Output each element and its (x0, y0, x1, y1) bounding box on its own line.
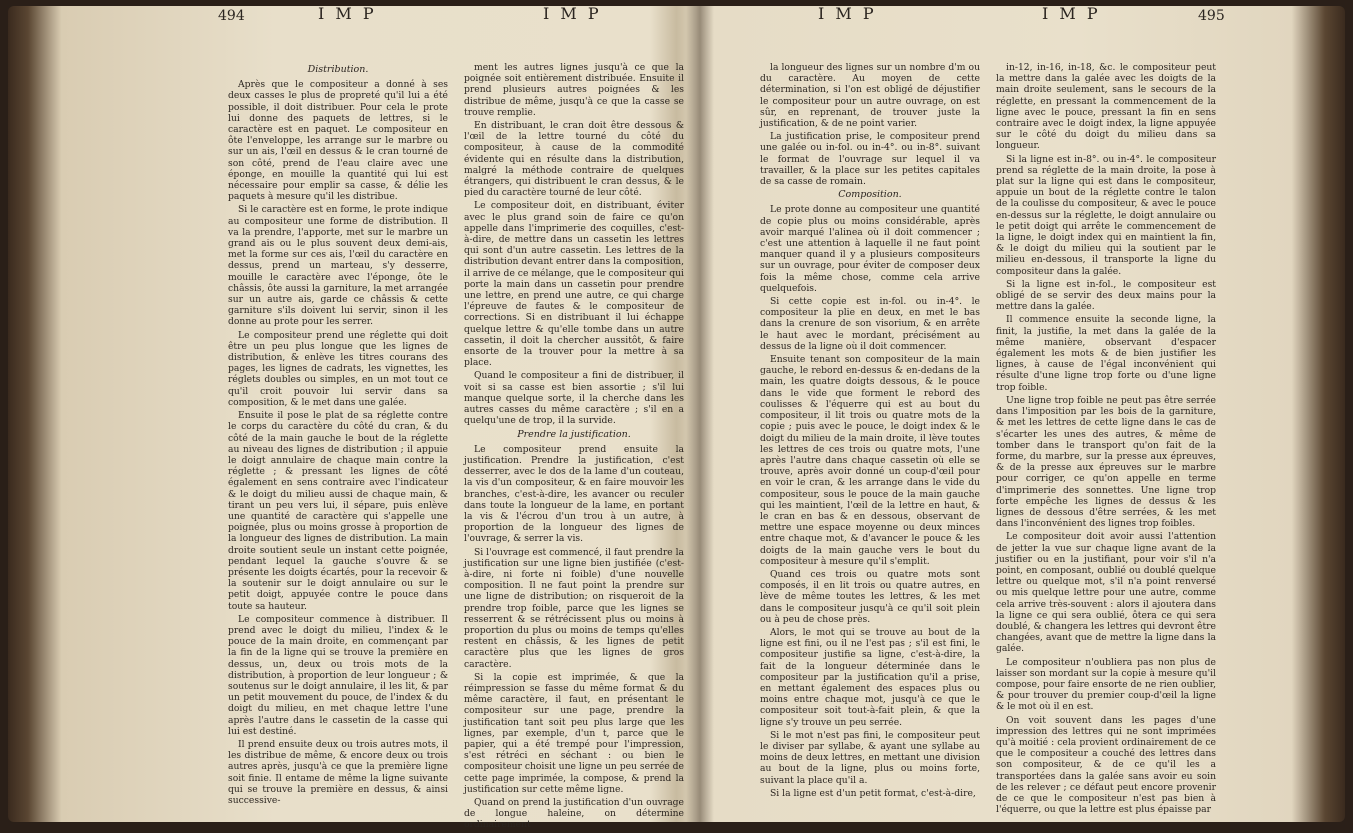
paragraph: Ensuite tenant son compositeur de la main gauche, le rebord en-dessus & en-dedans de la main, les quatre doigts dessous, & le pouce dans le vide que forment le rebord des coulisses & l'équerre qui est au bout du compositeur, il lit trois ou quatre mots de la copie ; puis avec le pouce, le doigt index & le doigt du milieu de la main droite, il lève toutes les lettres de ces trois ou quatre mots, l'une après l'autre dans chaque cassetin où elle se trouve, après avoir donné un coup-d'œil pour en voir le cran, & les arrange dans le vide du compositeur, sous le pouce de la main gauche qui les maintient, l'œil de la lettre en haut, & le cran en bas & en dessous, observant de mettre une espace moyenne ou deux minces entre chaque mot, & d'avancer le pouce & les doigts de la main gauche vers le bout du compositeur à mesure qu'il s'emplit. (760, 354, 980, 567)
paragraph: la longueur des lignes sur un nombre d'm ou du caractère. Au moyen de cette détermination, si l'on est obligé de déjustifier le compositeur pour un autre ouvrage, on est sûr, en reprenant, de trouver juste la justification, & de ne point varier. (760, 62, 980, 130)
section-heading-justification: Prendre la justification. (517, 428, 631, 440)
right-column-1 (760, 62, 980, 801)
paragraph: Alors, le mot qui se trouve au bout de la ligne est fini, ou il ne l'est pas ; s'il est fini, le compositeur justifie sa ligne, c'est-à-dire, la fait de la longueur déterminée dans le compositeur par la justification qu'il a prise, en mettant également des espaces plus ou moins entre chaque mot, jusqu'à ce que le compositeur soit tout-à-fait plein, & que la ligne s'y trouve un peu serrée. (760, 626, 980, 728)
left-column-1 (228, 62, 448, 808)
paragraph: Le compositeur doit, en distribuant, éviter avec le plus grand soin de faire ce qu'on appelle dans l'imprimerie des coquilles, c'est-à-dire, de mettre dans un cassetin les lettres qui sont d'un autre cassetin. Les lettres de la distribution devant entrer dans la composition, il arrive de ce mélange, que le compositeur qui porte la main dans un cassetin pour prendre une lettre, en prend une autre, ce qui charge l'épreuve de fautes & le compositeur de corrections. Si en distribuant il lui échappe quelque lettre & qu'elle tombe dans un autre cassetin, il doit la chercher aussitôt, & faire ensorte de la trouver pour la mettre à sa place. (464, 200, 684, 369)
left-page-number: 494 (218, 8, 245, 24)
paragraph: ment les autres lignes jusqu'à ce que la poignée soit entièrement distribuée. Ensuite il prend plusieurs autres poignées & les distribue de même, jusqu'à ce que la casse se trouve remplie. (464, 62, 684, 118)
paragraph: Le compositeur commence à distribuer. Il prend avec le doigt du milieu, l'index & le pouce de la main droite, en commençant par la fin de la ligne qui se trouve la première en dessus, un, deux ou trois mots de la distribution, à proportion de leur longueur ; & soutenus sur le doigt annulaire, il les lit, & par un petit mouvement du pouce, de l'index & du doigt du milieu, en met chaque lettre l'une après l'autre dans le cassetin de la casse qui lui est destiné. (228, 613, 448, 737)
paragraph: Si la copie est imprimée, & que la réimpression se fasse du même format & du même caractère, il faut, en présentant le compositeur sur une page, prendre la justification tant soit peu plus large que les lignes, par exemple, d'un t, parce que le papier, qui a été trempé pour l'impression, s'est rétréci en séchant : ou bien le compositeur choisit une ligne un peu serrée de cette page imprimée, la compose, & prend la justification sur cette même ligne. (464, 671, 684, 795)
paragraph: Ensuite il pose le plat de sa réglette contre le corps du caractère du côté du cran, & du côté de la main gauche le bout de la réglette au niveau des lignes de distribution ; il appuie le doigt annulaire de chaque main contre la réglette ; & pressant les lignes de côté également en sens contraire avec l'indicateur & le doigt du milieu aussi de chaque main, & tirant un peu vers lui, il sépare, puis enlève une quantité de caractère qui s'appelle une poignée, plus ou moins grosse à proportion de la longueur des lignes de distribution. La main droite soutient seule un instant cette poignée, pendant lequel la gauche s'ouvre & se présente les doigts écartés, pour la recevoir & la soutenir sur le doigt annulaire ou sur le petit doigt, appuyée contre le pouce dans toute sa hauteur. (228, 410, 448, 612)
paragraph: Il commence ensuite la seconde ligne, la finit, la justifie, la met dans la galée de la même manière, observant d'espacer également les mots & de bien justifier les lignes, à cause de l'égal inconvénient qui résulte d'une ligne trop forte ou d'une ligne trop foible. (996, 314, 1216, 393)
paragraph: Le compositeur doit avoir aussi l'attention de jetter la vue sur chaque ligne avant de la justifier ou en la justifiant, pour voir s'il n'a point, en composant, oublié ou doublé quelque lettre ou quelque mot, s'il n'a point renversé ou mis quelque lettre pour une autre, comme cela arrive très-souvent : alors il ajoutera dans la ligne ce qui sera oublié, ôtera ce qui sera doublé, & changera les lettres qui devront être changées, avant que de mettre la ligne dans la galée. (996, 531, 1216, 655)
paragraph: On voit souvent dans les pages d'une impression des lettres qui ne sont imprimées qu'à moitié : cela provient ordinairement de ce que le compositeur a couché des lettres dans son compositeur, & de ce qu'il les a transportées dans la galée sans avoir eu soin de les relever ; ce défaut peut encore provenir de ce que le compositeur n'est pas bien à l'équerre, ou que la lettre est plus épaisse par (996, 714, 1216, 816)
paragraph: Le prote donne au compositeur une quantité de copie plus ou moins considérable, après avoir marqué l'alinea où il doit commencer ; c'est une attention à laquelle il ne faut point manquer quand il y a plusieurs compositeurs sur un ouvrage, pour éviter de composer deux fois la même chose, comme cela arrive quelquefois. (760, 204, 980, 294)
paragraph: Quand on prend la justification d'un ouvrage de longue haleine, on détermine ordinairement (464, 797, 684, 831)
right-page-number: 495 (1198, 8, 1225, 24)
paragraph: Quand ces trois ou quatre mots sont composés, il en lit trois ou quatre autres, en lève de même toutes les lettres, & les met dans le compositeur jusqu'à ce qu'il soit plein ou à peu de chose près. (760, 568, 980, 625)
paragraph: Si l'ouvrage est commencé, il faut prendre la justification sur une ligne bien justifiée (c'est-à-dire, ni forte ni foible) d'une nouvelle composition. Il ne faut point la prendre sur une ligne de distribution; on risqueroit de la prendre trop foible, parce que les lignes se resserrent & se rétrécissent plus ou moins à proportion du plus ou moins de temps qu'elles restent en châssis, & les lignes de petit caractère plus que les lignes de gros caractère. (464, 546, 684, 670)
paragraph: Si la ligne est in-8°. ou in-4°. le compositeur prend sa réglette de la main droite, la pose à plat sur la ligne qui est dans le compositeur, appuie un bout de la réglette contre le talon de la coulisse du compositeur, & avec le pouce en-dessus sur la réglette, le doigt annulaire ou le petit doigt qui arrête le commencement de la ligne, le doigt index qui en maintient la fin, & le doigt du milieu qui la soutient par le milieu en-dessous, il transporte la ligne du compositeur dans la galée. (996, 153, 1216, 277)
section-heading-composition: Composition. (838, 189, 902, 201)
left-column-2 (464, 62, 684, 833)
paragraph: Si la ligne est in-fol., le compositeur est obligé de se servir des deux mains pour la mettre dans la galée. (996, 278, 1216, 313)
paragraph: Si la ligne est d'un petit format, c'est-à-dire, (770, 787, 976, 799)
paragraph: Une ligne trop foible ne peut pas être serrée dans l'imposition par les bois de la garniture, & met les lettres de cette ligne dans le cas de s'écarter les unes des autres, & même de tomber dans le transport qu'on fait de la forme, du marbre, sur la presse aux épreuves, & de la presse aux épreuves sur le marbre pour corriger, ce qu'on appelle en terme d'imprimerie des sonnettes. Une ligne trop forte empêche les lignes de dessus & les lignes de dessous d'être serrées, & les met dans l'inconvénient des lignes trop foibles. (996, 394, 1216, 530)
right-column-2 (996, 62, 1216, 817)
paragraph: in-12, in-16, in-18, &c. le compositeur peut la mettre dans la galée avec les doigts de la main droite seulement, sans le secours de la réglette, en pressant la commencement de la ligne avec le pouce, pressant la fin en sens contraire avec le doigt index, la ligne appuyée sur le côté du doigt du milieu dans sa longueur. (996, 62, 1216, 152)
paragraph: Le compositeur n'oubliera pas non plus de laisser son mordant sur la copie à mesure qu'il compose, pour faire ensorte de ne rien oublier, & pour trouver du premier coup-d'œil la ligne & le mot où il en est. (996, 656, 1216, 713)
left-header-right: I M P (543, 4, 602, 23)
section-heading-distribution: Distribution. (307, 64, 369, 75)
paragraph: Le compositeur prend une réglette qui doit être un peu plus longue que les lignes de distribution, & enlève les titres courans des pages, les lignes de cadrats, les vignettes, les réglets doubles ou simples, en un mot tout ce qu'il croit pouvoir lui servir dans sa composition, & le met dans une galée. (228, 329, 448, 408)
right-running-head (760, 4, 1225, 28)
paragraph: Si le mot n'est pas fini, le compositeur peut le diviser par syllabe, & ayant une syllabe au moins de deux lettres, en mettant une division au bout de la ligne, plus ou moins forte, suivant la place qu'il a. (760, 729, 980, 786)
right-header-left: I M P (818, 4, 877, 23)
book-gutter (686, 6, 714, 822)
paragraph: Après que le compositeur a donné à ses deux casses le plus de propreté qu'il lui a été possible, il doit distribuer. Pour cela le prote lui donne des paquets de lettres, si le caractère est en paquet. Le compositeur en ôte l'enveloppe, les arrange sur le marbre ou sur un ais, l'œil en dessus & le cran tourné de son côté, prend de l'eau claire avec une éponge, en mouille la quantité qui lui est nécessaire pour emplir sa casse, & délie les paquets à mesure qu'il les distribue. (228, 79, 448, 203)
paragraph: Si le caractère est en forme, le prote indique au compositeur une forme de distribution. Il va la prendre, l'apporte, met sur le marbre un grand ais ou le plus souvent deux demi-ais, met la forme sur ces ais, l'œil du caractère en dessus, prend un marteau, s'y desserre, mouille le caractère avec l'éponge, ôte le châssis, ôte aussi la garniture, la met arrangée sur un autre ais, garde ce châssis & cette garniture s'ils doivent lui servir, sinon il les donne au prote pour les serrer. (228, 204, 448, 328)
right-header-right: I M P (1042, 4, 1101, 23)
paragraph: Il prend ensuite deux ou trois autres mots, il les distribue de même, & encore deux ou trois autres après, jusqu'à ce que la première ligne soit finie. Il entame de même la ligne suivante qui se trouve la première en dessus, & ainsi successive- (228, 738, 448, 806)
left-header-left: I M P (318, 4, 377, 23)
left-running-head (218, 4, 688, 28)
paragraph: Le compositeur prend ensuite la justification. Prendre la justification, c'est desserrer, avec le dos de la lame d'un couteau, la vis d'un compositeur, & en faire mouvoir les branches, c'est-à-dire, les avancer ou reculer dans toute la longueur de la lame, en portant la vis & l'écrou d'un trou à un autre, à proportion de la longueur des lignes de l'ouvrage, & serrer la vis. (464, 443, 684, 545)
paragraph: Si cette copie est in-fol. ou in-4°. le compositeur la plie en deux, en met le bas dans la crenure de son visorium, & en arrête le haut avec le mordant, précisément au dessus de la ligne où il doit commencer. (760, 296, 980, 352)
paragraph: En distribuant, le cran doit être dessous & l'œil de la lettre tourné du côté du compositeur, à cause de la commodité évidente qui en résulte dans la distribution, malgré la méthode contraire de quelques étrangers, qui distribuent le cran dessus, & le pied du caractère tourné de leur côté. (464, 120, 684, 199)
paragraph: La justification prise, le compositeur prend une galée ou in-fol. ou in-4°. ou in-8°. suivant le format de l'ouvrage sur lequel il va travailler, & la place sur les petites capitales de sa casse de romain. (760, 131, 980, 188)
paragraph: Quand le compositeur a fini de distribuer, il voit si sa casse est bien assortie ; s'il lui manque quelque sorte, il la cherche dans les autres casses du même caractère ; s'il en a quelqu'une de trop, il la survide. (464, 370, 684, 427)
